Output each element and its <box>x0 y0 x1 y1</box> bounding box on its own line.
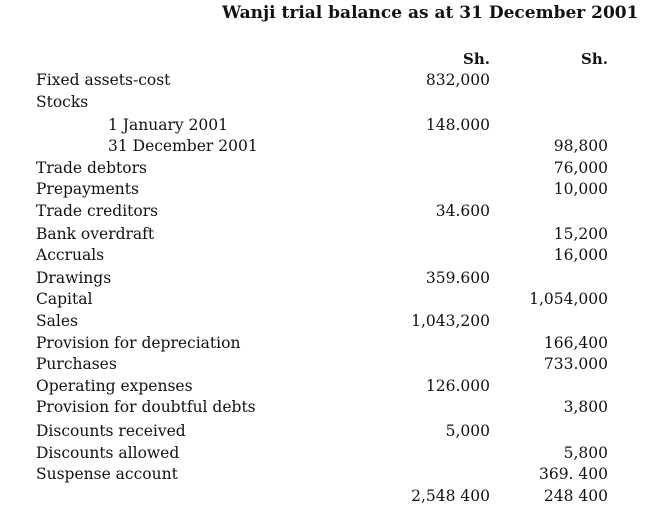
table-row <box>0 288 661 310</box>
table-row <box>0 375 661 397</box>
table-row <box>0 310 661 332</box>
credit-value: 76,000 <box>553 159 608 177</box>
row-label: Provision for doubtful debts <box>36 398 256 416</box>
column-header-debit: Sh. <box>463 50 490 68</box>
document-title: Wanji trial balance as at 31 December 2001 <box>222 3 639 23</box>
credit-total: 248 400 <box>543 487 608 505</box>
table-row <box>0 420 661 442</box>
row-label: Discounts allowed <box>36 444 180 462</box>
table-row <box>0 69 661 91</box>
row-label: 31 December 2001 <box>108 137 258 155</box>
table-row <box>0 267 661 289</box>
debit-value: 5,000 <box>445 422 490 440</box>
row-label: 1 January 2001 <box>108 116 228 134</box>
credit-value: 3,800 <box>563 398 608 416</box>
row-label: Provision for depreciation <box>36 334 241 352</box>
table-row <box>0 157 661 179</box>
table-row <box>0 442 661 464</box>
row-label: Accruals <box>36 246 105 264</box>
totals-row <box>0 485 661 507</box>
row-label: Trade debtors <box>36 159 147 177</box>
row-label: Sales <box>36 312 78 330</box>
debit-value: 148.000 <box>425 116 490 134</box>
table-row <box>0 463 661 485</box>
row-label: Capital <box>36 290 93 308</box>
table-row <box>0 178 661 200</box>
row-label: Fixed assets-cost <box>36 71 171 89</box>
row-label: Stocks <box>36 93 89 111</box>
table-row <box>0 396 661 418</box>
debit-total: 2,548 400 <box>411 487 490 505</box>
row-label: Drawings <box>36 269 112 287</box>
credit-value: 369. 400 <box>538 465 608 483</box>
row-label: Purchases <box>36 355 117 373</box>
row-label: Bank overdraft <box>36 225 155 243</box>
table-row <box>0 353 661 375</box>
row-label: Operating expenses <box>36 377 193 395</box>
column-header-credit: Sh. <box>581 50 608 68</box>
row-label: Trade creditors <box>36 202 159 220</box>
row-label: Suspense account <box>36 465 178 483</box>
credit-value: 733.000 <box>543 355 608 373</box>
debit-value: 126.000 <box>425 377 490 395</box>
row-label: Discounts received <box>36 422 186 440</box>
table-row <box>0 332 661 354</box>
table-row <box>0 91 661 113</box>
credit-value: 10,000 <box>553 180 608 198</box>
table-row <box>0 114 661 136</box>
row-label: Prepayments <box>36 180 139 198</box>
credit-value: 1,054,000 <box>529 290 608 308</box>
credit-value: 15,200 <box>553 225 608 243</box>
credit-value: 16,000 <box>553 246 608 264</box>
table-row <box>0 135 661 157</box>
credit-value: 5,800 <box>563 444 608 462</box>
credit-value: 98,800 <box>553 137 608 155</box>
debit-value: 359.600 <box>425 269 490 287</box>
table-row <box>0 200 661 222</box>
table-row <box>0 223 661 245</box>
debit-value: 1,043,200 <box>411 312 490 330</box>
debit-value: 34.600 <box>435 202 490 220</box>
debit-value: 832,000 <box>425 71 490 89</box>
table-row <box>0 244 661 266</box>
credit-value: 166,400 <box>543 334 608 352</box>
